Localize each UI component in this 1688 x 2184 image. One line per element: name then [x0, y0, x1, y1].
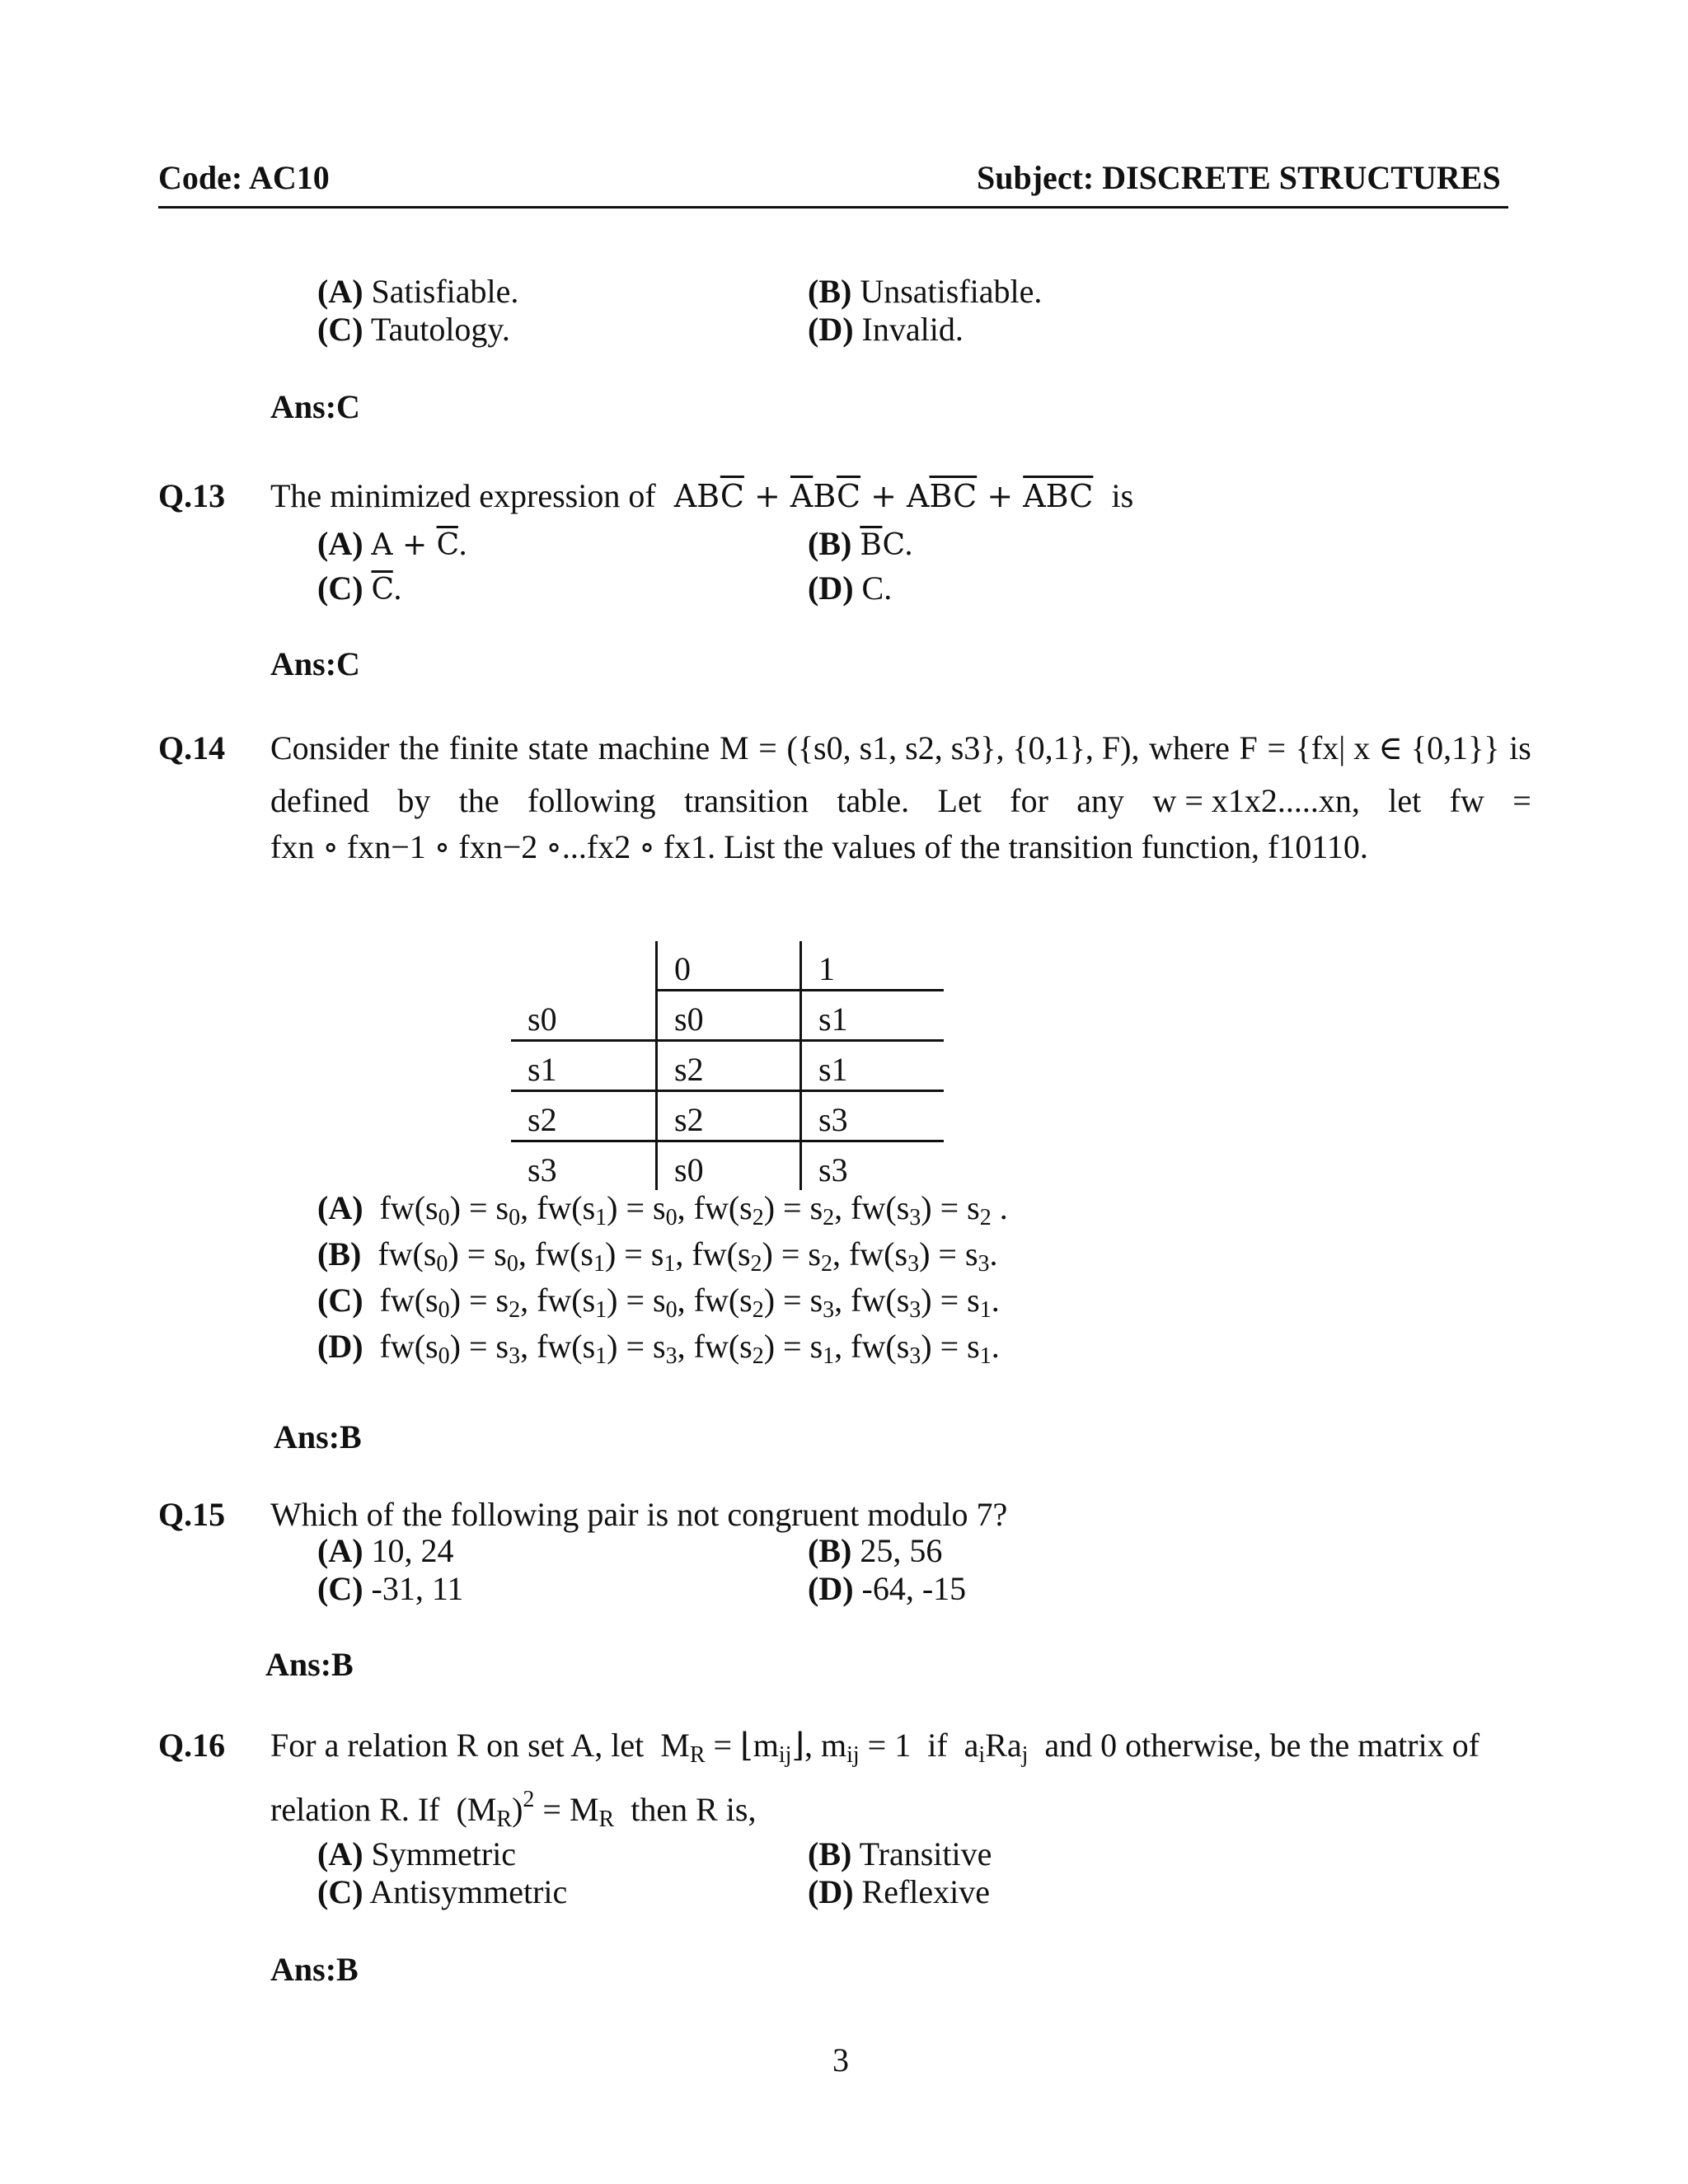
- q14-number: Q.14: [158, 729, 226, 766]
- q13-option-a: (A) $A + \overline{C}$.: [317, 525, 468, 562]
- q15-text: Which of the following pair is not congruent modulo 7?: [270, 1496, 1008, 1533]
- q14-option-c: (C) $fw(s_0) = s_2$, $fw(s_1) = s_0$, $fw(s_2) = s_3$, $fw(s_3) = s_1$.: [317, 1282, 1000, 1323]
- q14-option-a: (A) $fw(s_0) = s_0$, $fw(s_1) = s_0$, $fw(s_2) = s_2$, $fw(s_3) = s_2$ .: [317, 1189, 1008, 1230]
- q13-text: The minimized expression of $AB\overline{C} + \overline{A}B\overline{C} + A\overline{BC} + \overline{ABC}$ is: [270, 477, 1134, 514]
- q13-option-d: (D) C.: [808, 569, 893, 607]
- q14-option-b: (B) $fw(s_0) = s_0$, $fw(s_1) = s_1$, $fw(s_2) = s_2$, $fw(s_3) = s_3$.: [317, 1235, 998, 1277]
- q14-answer: Ans:B: [274, 1418, 362, 1455]
- q13-expression: $AB\overline{C} + \overline{A}B\overline{C} + A\overline{BC} + \overline{ABC}$: [663, 478, 1094, 514]
- table-row: s0 s0 s1: [511, 991, 944, 1041]
- exam-code: Code: AC10: [158, 159, 330, 196]
- q16-option-b: (B) Transitive: [808, 1835, 992, 1872]
- q15-option-c: (C) -31, 11: [317, 1570, 464, 1607]
- prev-option-a: (A) Satisfiable.: [317, 273, 519, 310]
- table-row: s1 s2 s1: [511, 1041, 944, 1091]
- prev-option-d: (D) Invalid.: [808, 311, 964, 348]
- q14-option-d: (D) $fw(s_0) = s_3$, $fw(s_1) = s_3$, $fw(s_2) = s_1$, $fw(s_3) = s_1$.: [317, 1328, 1000, 1369]
- table-header-1: 1: [801, 941, 945, 991]
- q15-number: Q.15: [158, 1496, 226, 1533]
- table-row: s3 s0 s3: [511, 1141, 944, 1191]
- q16-option-c: (C) Antisymmetric: [317, 1873, 568, 1910]
- q13-option-c: (C) $\overline{C}$.: [317, 569, 403, 607]
- q13-number: Q.13: [158, 477, 226, 514]
- q13-option-b: (B) $\overline{B}C$.: [808, 525, 914, 562]
- page-number: 3: [832, 2041, 849, 2079]
- q15-option-a: (A) 10, 24: [317, 1532, 454, 1569]
- transition-table: [511, 941, 944, 1190]
- q14-line1: Consider the finite state machine M = ({s0, s1, s2, s3}, {0,1}, F), where F = {fx| x ∈ {0,1}} is: [270, 729, 1531, 766]
- prev-option-b: (B) Unsatisfiable.: [808, 273, 1043, 310]
- q14-line2: defined by the following transition table. Let for any w = x1x2.....xn, let fw =: [270, 782, 1531, 819]
- q15-option-d: (D) -64, -15: [808, 1570, 967, 1607]
- q16-number: Q.16: [158, 1727, 226, 1764]
- q15-option-b: (B) 25, 56: [808, 1532, 943, 1569]
- table-corner: [511, 941, 657, 991]
- q16-option-a: (A) Symmetric: [317, 1835, 517, 1872]
- q16-answer: Ans:B: [270, 1951, 359, 1988]
- q16-option-d: (D) Reflexive: [808, 1873, 991, 1910]
- q13-answer: Ans:C: [270, 645, 360, 682]
- exam-subject: Subject: DISCRETE STRUCTURES: [977, 159, 1501, 196]
- q15-answer: Ans:B: [265, 1646, 354, 1683]
- q16-line2: relation R. If $(M_R)^2 = M_R$ then R is,: [270, 1787, 757, 1832]
- prev-option-c: (C) Tautology.: [317, 311, 510, 348]
- q16-line1: For a relation R on set A, let $M_R$ = $⌊m_{ij}⌋$, $m_{ij} = 1$ if $a_iRa_j$ and 0 otherwise, be the matrix of: [270, 1727, 1480, 1768]
- q14-line3: fxn ∘ fxn−1 ∘ fxn−2 ∘...fx2 ∘ fx1. List the values of the transition function, f10110.: [270, 828, 1368, 865]
- table-header-0: 0: [657, 941, 801, 991]
- prev-answer: Ans:C: [270, 388, 360, 425]
- header-rule: [158, 206, 1508, 209]
- table-row: s2 s2 s3: [511, 1091, 944, 1141]
